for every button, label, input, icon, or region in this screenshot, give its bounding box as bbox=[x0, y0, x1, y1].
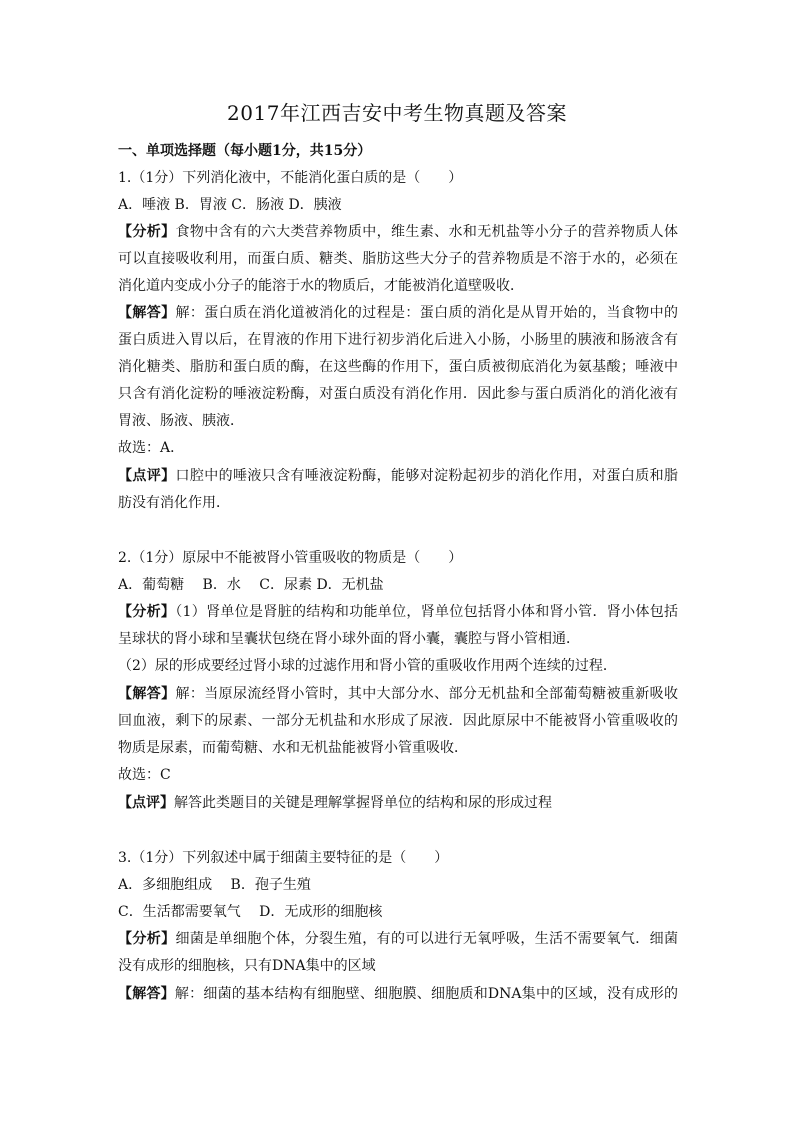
question-1-options: A．唾液 B．胃液 C．肠液 D．胰液 bbox=[118, 197, 342, 213]
question-1-stem: 1.（1分）下列消化液中，不能消化蛋白质的是（ ） bbox=[118, 170, 463, 186]
answer-tag: 【解答】 bbox=[118, 986, 175, 1002]
question-3-stem: 3.（1分）下列叙述中属于细菌主要特征的是（ ） bbox=[118, 850, 449, 866]
comment-tag: 【点评】 bbox=[118, 795, 174, 811]
question-3-analysis-line: 没有成形的细胞核，只有DNA集中的区域 bbox=[118, 958, 376, 974]
analysis-text: 食物中含有的六大类营养物质中，维生素、水和无机盐等小分子的营养物质人体 bbox=[175, 224, 678, 240]
answer-text: 解：细菌的基本结构有细胞壁、细胞膜、细胞质和DNA集中的区域，没有成形的 bbox=[174, 986, 678, 1002]
comment-text: 解答此类题目的关键是理解掌握肾单位的结构和尿的形成过程 bbox=[174, 795, 552, 811]
question-2-answer-line bbox=[118, 684, 678, 704]
answer-tag: 【解答】 bbox=[118, 305, 176, 321]
question-2-analysis-line: （2）尿的形成要经过肾小球的过滤作用和肾小管的重吸收作用两个连续的过程． bbox=[118, 658, 617, 674]
question-2-analysis-line bbox=[118, 602, 678, 622]
question-2-analysis-line: 呈球状的肾小球和呈囊状包绕在肾小球外面的肾小囊，囊腔与肾小管相通． bbox=[118, 631, 580, 647]
answer-tag: 【解答】 bbox=[118, 686, 176, 702]
question-1-comment-line bbox=[118, 466, 678, 486]
analysis-text: 细菌是单细胞个体，分裂生殖，有的可以进行无氧呼吸，生活不需要氧气．细菌 bbox=[175, 931, 678, 947]
page-title: 2017年江西吉安中考生物真题及答案 bbox=[227, 101, 567, 125]
question-1-answer-line: 消化糖类、脂肪和蛋白质的酶，在这些酶的作用下，蛋白质被彻底消化为氨基酸；唾液中 bbox=[118, 359, 678, 375]
question-1-comment-line: 肪没有消化作用． bbox=[118, 495, 230, 511]
comment-tag: 【点评】 bbox=[118, 468, 176, 484]
answer-text: 解：当原尿流经肾小管时，其中大部分水、部分无机盐和全部葡萄糖被重新吸收 bbox=[175, 686, 678, 702]
analysis-tag: 【分析】 bbox=[118, 224, 176, 240]
question-2-answer-line: 物质是尿素，而葡萄糖、水和无机盐能被肾小管重吸收． bbox=[118, 740, 468, 756]
section-heading: 一、单项选择题（每小题1分，共15分） bbox=[118, 143, 372, 159]
analysis-tag: 【分析】 bbox=[118, 604, 176, 620]
analysis-tag: 【分析】 bbox=[118, 931, 176, 947]
question-3-options: A．多细胞组成 B．孢子生殖 bbox=[118, 877, 311, 893]
question-2-answer-line: 回血液，剩下的尿素、一部分无机盐和水形成了尿液．因此原尿中不能被肾小管重吸收的 bbox=[118, 713, 678, 729]
question-2-options: A．葡萄糖 B．水 C．尿素 D．无机盐 bbox=[118, 577, 384, 593]
comment-text: 口腔中的唾液只含有唾液淀粉酶，能够对淀粉起初步的消化作用，对蛋白质和脂 bbox=[175, 468, 678, 484]
question-1-analysis-line: 可以直接吸收利用，而蛋白质、糖类、脂肪这些大分子的营养物质是不溶于水的，必须在 bbox=[118, 251, 678, 267]
question-1-answer-line: 蛋白质进入胃以后，在胃液的作用下进行初步消化后进入小肠，小肠里的胰液和肠液含有 bbox=[118, 332, 678, 348]
question-3-answer-line bbox=[118, 984, 678, 1004]
analysis-text: （1）肾单位是肾脏的结构和功能单位，肾单位包括肾小体和肾小管．肾小体包括 bbox=[175, 604, 678, 620]
question-1-choice: 故选：A． bbox=[118, 440, 185, 456]
question-2-choice: 故选：C bbox=[118, 767, 171, 783]
question-1-analysis-line bbox=[118, 222, 678, 242]
question-1-answer-line: 胃液、肠液、胰液． bbox=[118, 413, 244, 429]
question-2-comment-line bbox=[118, 793, 678, 813]
answer-text: 解：蛋白质在消化道被消化的过程是：蛋白质的消化是从胃开始的，当食物中的 bbox=[175, 305, 678, 321]
question-3-analysis-line bbox=[118, 929, 678, 949]
question-1-answer-line bbox=[118, 303, 678, 323]
question-1-answer-line: 只含有消化淀粉的唾液淀粉酶，对蛋白质没有消化作用．因此参与蛋白质消化的消化液有 bbox=[118, 386, 678, 402]
question-2-stem: 2.（1分）原尿中不能被肾小管重吸收的物质是（ ） bbox=[118, 550, 463, 566]
question-3-options: C．生活都需要氧气 D．无成形的细胞核 bbox=[118, 904, 383, 920]
question-1-analysis-line: 消化道内变成小分子的能溶于水的物质后，才能被消化道壁吸收． bbox=[118, 278, 524, 294]
